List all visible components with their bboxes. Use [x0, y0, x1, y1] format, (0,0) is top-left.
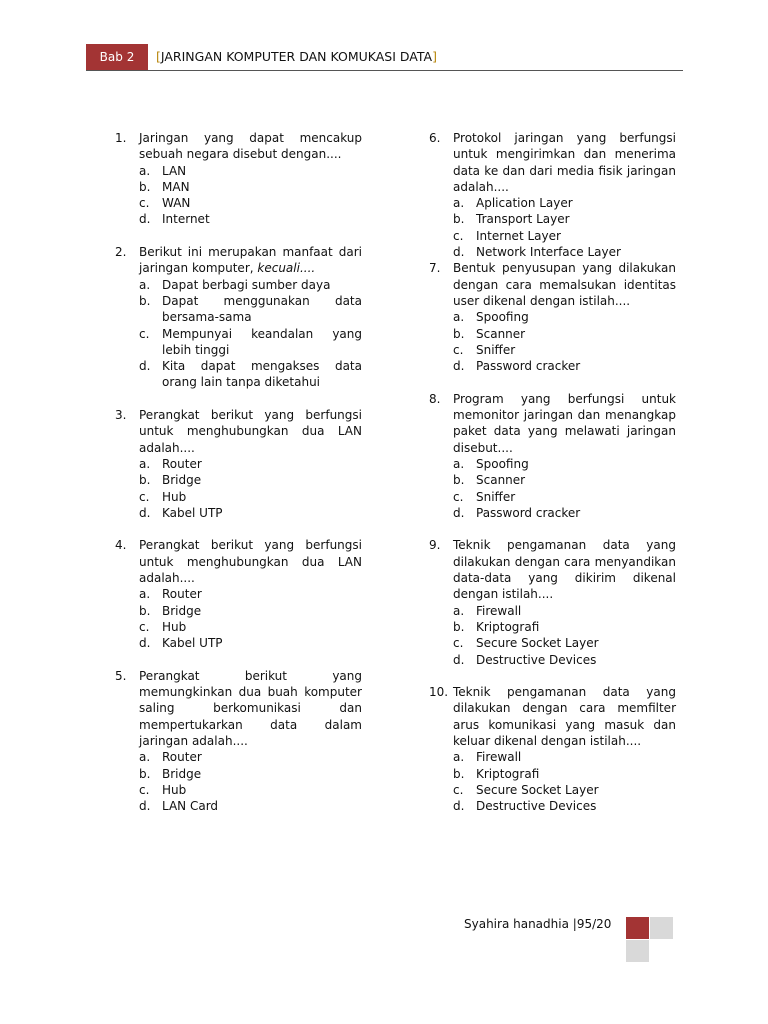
option-text: Kriptografi: [476, 619, 540, 634]
option-text: Dapat berbagi sumber daya: [162, 277, 331, 292]
footer-gray-square: [650, 917, 673, 939]
option-text: Firewall: [476, 603, 522, 618]
chapter-title: [156, 44, 437, 70]
option-letter: d.: [139, 636, 151, 651]
question-text: Teknik pengamanan data yang dilakukan dengan cara memfilter arus komunikasi yang masuk dan keluar dikenal dengan istilah....: [453, 685, 676, 748]
option-c: [453, 635, 676, 651]
option-letter: c.: [453, 636, 464, 651]
option-letter: b.: [139, 766, 151, 781]
option-letter: c.: [139, 196, 150, 211]
question-3: [115, 407, 362, 521]
option-text: Secure Socket Layer: [476, 636, 599, 651]
questions-column-right: [429, 130, 676, 831]
option-letter: a.: [453, 750, 465, 765]
option-d: [453, 652, 676, 668]
question-text: Perangkat berikut yang berfungsi untuk menghubungkan dua LAN adalah....: [139, 408, 362, 455]
question-2: [115, 244, 362, 391]
question-text: Protokol jaringan yang berfungsi untuk mengirimkan dan menerima data ke dan dari media fisik jaringan adalah....: [453, 131, 676, 194]
option-b: [453, 326, 676, 342]
option-c: [139, 489, 362, 505]
option-a: [453, 749, 676, 765]
question-number: 8.: [429, 391, 441, 406]
question-number: 7.: [429, 261, 441, 276]
option-letter: a.: [139, 277, 151, 292]
question-number: 5.: [115, 668, 127, 683]
option-letter: c.: [139, 489, 150, 504]
chapter-badge: Bab 2: [86, 44, 148, 70]
option-letter: b.: [453, 619, 465, 634]
option-letter: c.: [453, 228, 464, 243]
option-d: [139, 505, 362, 521]
option-letter: a.: [453, 310, 465, 325]
option-a: [453, 603, 676, 619]
chapter-title-text: JARINGAN KOMPUTER DAN KOMUKASI DATA: [160, 49, 433, 64]
option-a: [453, 456, 676, 472]
question-text: Perangkat berikut yang berfungsi untuk menghubungkan dua LAN adalah....: [139, 538, 362, 586]
footer-author: Syahira hanadhia: [464, 917, 569, 931]
question-10: [429, 684, 676, 814]
option-text: Hub: [162, 489, 187, 504]
option-text: Dapat menggunakan data bersama-sama: [162, 293, 362, 325]
option-text: Sniffer: [476, 342, 516, 357]
option-d: [139, 798, 362, 814]
option-c: [453, 782, 676, 798]
header-divider: [86, 70, 683, 71]
option-c: [139, 619, 362, 635]
option-letter: a.: [453, 196, 465, 211]
option-letter: b.: [139, 293, 151, 308]
option-text: Scanner: [476, 473, 526, 488]
question-number: 2.: [115, 245, 127, 260]
question-number: 1.: [115, 131, 127, 145]
option-text: Transport Layer: [476, 212, 570, 227]
option-letter: b.: [453, 766, 465, 781]
option-letter: d.: [453, 799, 465, 814]
option-letter: c.: [453, 489, 464, 504]
question-text-main: Berikut ini merupakan manfaat dari jaringan komputer,: [139, 245, 362, 276]
option-c: [139, 326, 362, 359]
option-text: Kriptografi: [476, 766, 540, 781]
option-letter: d.: [453, 505, 465, 520]
option-text: Kabel UTP: [162, 636, 223, 651]
option-d: [453, 798, 676, 814]
question-text-emphasis: kecuali....: [257, 261, 316, 276]
option-text: Network Interface Layer: [476, 245, 621, 260]
option-a: [453, 309, 676, 325]
option-letter: a.: [139, 456, 151, 471]
option-text: Firewall: [476, 750, 522, 765]
option-text: Internet: [162, 212, 210, 227]
question-number: 4.: [115, 538, 127, 553]
option-text: Aplication Layer: [476, 196, 573, 211]
option-letter: d.: [139, 359, 151, 374]
question-number: 9.: [429, 538, 441, 553]
question-text: Bentuk penyusupan yang dilakukan dengan cara memalsukan identitas user dikenal dengan istilah....: [453, 261, 676, 308]
option-c: [453, 489, 676, 505]
option-b: [453, 211, 676, 227]
option-a: [139, 456, 362, 472]
option-text: Secure Socket Layer: [476, 782, 599, 797]
question-9: [429, 537, 676, 667]
option-text: Hub: [162, 782, 187, 797]
option-text: WAN: [162, 196, 191, 211]
option-text: Spoofing: [476, 310, 529, 325]
option-text: Hub: [162, 619, 187, 634]
option-text: Mempunyai keandalan yang lebih tinggi: [162, 326, 362, 357]
question-5: [115, 668, 362, 815]
option-a: [139, 277, 362, 293]
question-number: 6.: [429, 131, 441, 145]
option-a: [139, 163, 362, 179]
option-text: MAN: [162, 179, 190, 194]
option-letter: c.: [453, 782, 464, 797]
option-text: Router: [162, 587, 202, 602]
option-letter: a.: [139, 587, 151, 602]
option-b: [453, 766, 676, 782]
option-b: [139, 603, 362, 619]
option-text: Destructive Devices: [476, 799, 597, 814]
question-text: Teknik pengamanan data yang dilakukan dengan cara menyandikan data-data yang dikirim dikenal dengan istilah....: [453, 538, 676, 602]
option-letter: a.: [453, 603, 465, 618]
option-text: Router: [162, 750, 202, 765]
footer-accent-square: [626, 917, 649, 939]
option-text: LAN Card: [162, 799, 219, 814]
option-d: [453, 358, 676, 374]
option-text: LAN: [162, 163, 187, 178]
question-text: Jaringan yang dapat mencakup sebuah negara disebut dengan....: [139, 131, 362, 162]
option-d: [139, 358, 362, 391]
option-text: Password cracker: [476, 505, 581, 520]
option-text: Sniffer: [476, 489, 516, 504]
option-letter: a.: [453, 456, 465, 471]
question-7: [429, 260, 676, 374]
option-letter: d.: [453, 245, 465, 260]
option-letter: a.: [139, 750, 151, 765]
option-text: Kabel UTP: [162, 505, 223, 520]
option-b: [139, 472, 362, 488]
option-b: [139, 179, 362, 195]
footer-gray-square: [626, 940, 649, 962]
option-letter: d.: [139, 799, 151, 814]
bracket-close: ]: [432, 49, 437, 64]
question-text: Program yang berfungsi untuk memonitor jaringan dan menangkap paket data yang melawati jaringan disebut....: [453, 391, 676, 455]
option-c: [453, 228, 676, 244]
footer-page-number: 95/20: [576, 917, 612, 931]
option-letter: d.: [139, 212, 151, 227]
option-letter: c.: [139, 326, 150, 341]
option-text: Bridge: [162, 473, 202, 488]
option-letter: b.: [453, 212, 465, 227]
option-c: [139, 782, 362, 798]
question-6: [429, 130, 676, 260]
option-a: [139, 749, 362, 765]
question-1: [115, 130, 362, 228]
option-text: Spoofing: [476, 456, 529, 471]
option-text: Router: [162, 456, 202, 471]
option-a: [453, 195, 676, 211]
option-d: [453, 244, 676, 260]
option-letter: c.: [139, 619, 150, 634]
option-text: Bridge: [162, 603, 202, 618]
option-b: [139, 766, 362, 782]
option-a: [139, 586, 362, 602]
option-letter: a.: [139, 163, 151, 178]
option-d: [139, 211, 362, 227]
option-c: [139, 195, 362, 211]
option-letter: d.: [453, 359, 465, 374]
option-b: [453, 619, 676, 635]
option-b: [139, 293, 362, 326]
question-number: 3.: [115, 408, 127, 423]
option-letter: d.: [139, 505, 151, 520]
question-4: [115, 537, 362, 651]
question-text: Perangkat berikut yang memungkinkan dua buah komputer saling berkomunikasi dan mempertukarkan data dalam jaringan adalah....: [139, 668, 362, 748]
option-text: Destructive Devices: [476, 652, 597, 667]
option-text: Scanner: [476, 326, 526, 341]
option-letter: d.: [453, 652, 465, 667]
option-letter: b.: [453, 326, 465, 341]
option-d: [139, 635, 362, 651]
question-number: 10.: [429, 685, 449, 700]
option-letter: b.: [139, 473, 151, 488]
option-text: Internet Layer: [476, 228, 561, 243]
option-d: [453, 505, 676, 521]
option-letter: b.: [139, 603, 151, 618]
option-text: Kita dapat mengakses data orang lain tanpa diketahui: [162, 359, 362, 390]
option-letter: b.: [139, 179, 151, 194]
option-text: Password cracker: [476, 359, 581, 374]
option-b: [453, 472, 676, 488]
page-footer: [464, 916, 611, 932]
option-letter: c.: [453, 342, 464, 357]
question-text: [139, 244, 362, 277]
page-header: [86, 44, 683, 71]
option-text: Bridge: [162, 766, 202, 781]
option-c: [453, 342, 676, 358]
questions-column-left: [115, 130, 362, 831]
option-letter: c.: [139, 782, 150, 797]
bracket-open: [: [156, 49, 161, 64]
footer-separator: |: [568, 917, 577, 931]
option-letter: b.: [453, 473, 465, 488]
question-8: [429, 391, 676, 521]
